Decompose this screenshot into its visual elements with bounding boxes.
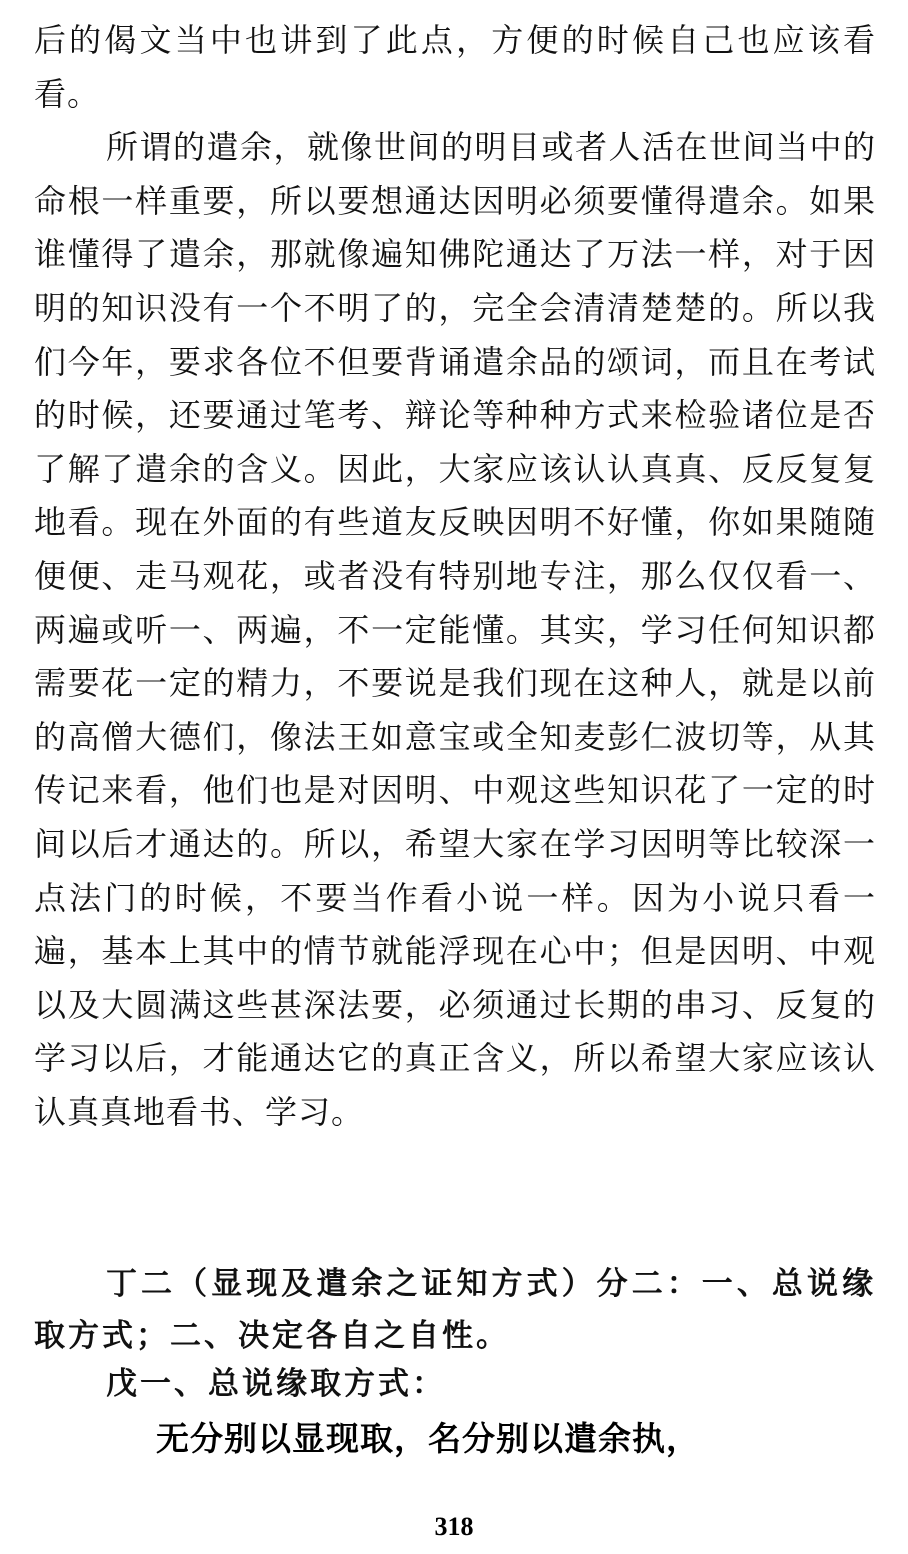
paragraph-1: 后的偈文当中也讲到了此点，方便的时候自己也应该看看。 <box>34 21 876 113</box>
section-heading: 丁二（显现及遣余之证知方式）分二：一、总说缘取方式；二、决定各自之自性。 <box>34 1266 876 1354</box>
verse-line: 无分别以显现取，名分别以遣余执， <box>156 1419 700 1458</box>
page-number: 318 <box>434 1512 474 1541</box>
paragraph-2: 所谓的遣余，就像世间的明目或者人活在世间当中的命根一样重要，所以要想通达因明必须要懂得遣余。如果谁懂得了遣余，那就像遍知佛陀通达了万法一样，对于因明的知识没有一个不明了的，完全会清清楚楚的。所以我们今年，要求各位不但要背诵遣余品的颂词，而且在考试的时候，还要通过笔考、辩论等种种方式来检验诸位是否了解了遣余的含义。因此，大家应该认认真真、反反复复地看。现在外面的有些道友反映因明不好懂，你如果随随便便、走马观花，或者没有特别地专注，那么仅仅看一、两遍或听一、两遍，不一定能懂。其实，学习任何知识都需要花一定的精力，不要说是我们现在这种人，就是以前的高僧大德们，像法王如意宝或全知麦彭仁波切等，从其传记来看，他们也是对因明、中观这些知识花了一定的时间以后才通达的。所以，希望大家在学习因明等比较深一点法门的时候，不要当作看小说一样。因为小说只看一遍，基本上其中的情节就能浮现在心中；但是因明、中观以及大圆满这些甚深法要，必须通过长期的串习、反复的学习以后，才能通达它的真正含义，所以希望大家应该认认真真地看书、学习。 <box>34 128 876 1131</box>
subsection-heading: 戊一、总说缘取方式： <box>106 1366 446 1402</box>
body-text <box>34 14 876 1139</box>
